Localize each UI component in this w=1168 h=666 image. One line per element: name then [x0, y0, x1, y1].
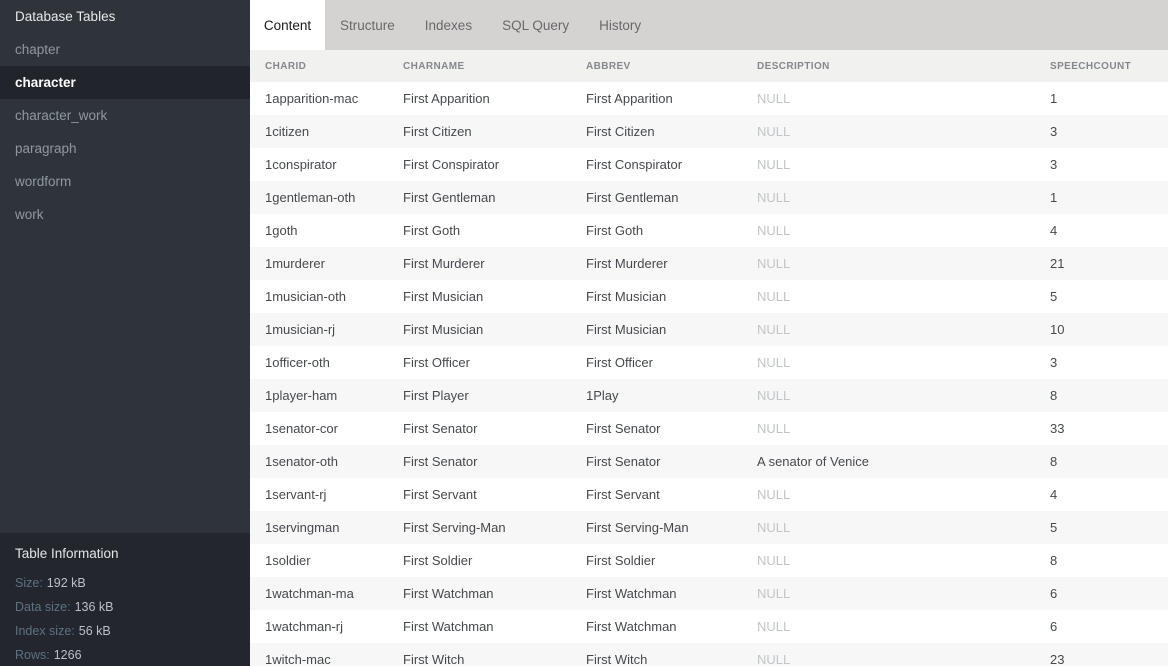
column-header-charid[interactable]: CHARID	[250, 50, 388, 82]
cell-charname[interactable]: First Serving-Man	[403, 520, 506, 535]
tab-structure[interactable]: Structure	[340, 17, 395, 33]
table-info-stat-data-size-	[15, 595, 235, 619]
cell-charid[interactable]: 1senator-oth	[265, 454, 338, 469]
sidebar-item-work[interactable]: work	[15, 207, 44, 222]
cell-abbrev[interactable]: First Citizen	[586, 124, 655, 139]
cell-description[interactable]: A senator of Venice	[757, 454, 870, 469]
cell-abbrev[interactable]: 1Play	[586, 388, 619, 403]
table-row[interactable]	[250, 82, 1168, 115]
cell-charname[interactable]: First Goth	[403, 223, 461, 238]
cell-charid[interactable]: 1soldier	[265, 553, 311, 568]
cell-description[interactable]: NULL	[757, 652, 791, 666]
cell-abbrev[interactable]: First Serving-Man	[586, 520, 689, 535]
cell-abbrev[interactable]: First Apparition	[586, 91, 673, 106]
table-row[interactable]	[250, 643, 1168, 666]
sidebar-title: Database Tables	[15, 9, 116, 24]
cell-charid[interactable]: 1conspirator	[265, 157, 337, 172]
table-info-stat-label: Rows:	[15, 648, 50, 662]
cell-speechcount[interactable]: 3	[1050, 157, 1058, 172]
table-row[interactable]	[250, 577, 1168, 610]
cell-speechcount[interactable]: 4	[1050, 487, 1058, 502]
cell-speechcount[interactable]: 6	[1050, 586, 1058, 601]
column-header-description[interactable]: DESCRIPTION	[742, 50, 1035, 82]
sidebar	[0, 0, 250, 666]
table-row[interactable]	[250, 214, 1168, 247]
cell-charid[interactable]: 1servingman	[265, 520, 340, 535]
cell-abbrev[interactable]: First Witch	[586, 652, 648, 666]
table-info-stat-size-	[15, 571, 235, 595]
column-header-charname[interactable]: CHARNAME	[388, 50, 571, 82]
cell-description[interactable]: NULL	[757, 355, 791, 370]
cell-charname[interactable]: First Witch	[403, 652, 465, 666]
grid-header-row	[250, 50, 1168, 82]
cell-description[interactable]: NULL	[757, 553, 791, 568]
table-row[interactable]	[250, 379, 1168, 412]
cell-charname[interactable]: First Senator	[403, 454, 478, 469]
cell-speechcount[interactable]: 3	[1050, 124, 1058, 139]
cell-charname[interactable]: First Apparition	[403, 91, 490, 106]
table-row[interactable]	[250, 511, 1168, 544]
table-info-stat-value: 1266	[53, 648, 82, 662]
cell-charid[interactable]: 1musician-oth	[265, 289, 346, 304]
cell-speechcount[interactable]: 8	[1050, 388, 1058, 403]
sidebar-item-character[interactable]: character	[0, 66, 250, 99]
cell-charname[interactable]: First Servant	[403, 487, 477, 502]
cell-charname[interactable]: First Citizen	[403, 124, 472, 139]
cell-charname[interactable]: First Musician	[403, 322, 484, 337]
cell-speechcount[interactable]: 33	[1050, 421, 1065, 436]
cell-speechcount[interactable]: 3	[1050, 355, 1058, 370]
table-row[interactable]	[250, 313, 1168, 346]
cell-abbrev[interactable]: First Conspirator	[586, 157, 683, 172]
table-row[interactable]	[250, 148, 1168, 181]
table-row[interactable]	[250, 544, 1168, 577]
cell-abbrev[interactable]: First Watchman	[586, 619, 677, 634]
cell-charname[interactable]: First Player	[403, 388, 469, 403]
table-info-stat-label: Size:	[15, 576, 43, 590]
cell-description[interactable]: NULL	[757, 157, 791, 172]
cell-abbrev[interactable]: First Musician	[586, 322, 667, 337]
cell-abbrev[interactable]: First Watchman	[586, 586, 677, 601]
cell-description[interactable]: NULL	[757, 388, 791, 403]
tab-history[interactable]: History	[599, 17, 642, 33]
cell-charname[interactable]: First Gentleman	[403, 190, 496, 205]
table-info-stat-value: 192 kB	[46, 576, 86, 590]
cell-abbrev[interactable]: First Senator	[586, 454, 661, 469]
sidebar-item-paragraph[interactable]: paragraph	[15, 141, 77, 156]
cell-charid[interactable]: 1murderer	[265, 256, 325, 271]
cell-description[interactable]: NULL	[757, 421, 791, 436]
cell-description[interactable]: NULL	[757, 124, 791, 139]
table-info-stat-index-size-	[15, 619, 235, 643]
cell-description[interactable]: NULL	[757, 322, 791, 337]
cell-charid[interactable]: 1musician-rj	[265, 322, 336, 337]
cell-description[interactable]: NULL	[757, 586, 791, 601]
cell-abbrev[interactable]: First Musician	[586, 289, 667, 304]
table-information-stats	[15, 571, 235, 666]
cell-description[interactable]: NULL	[757, 520, 791, 535]
cell-speechcount[interactable]: 8	[1050, 553, 1058, 568]
cell-speechcount[interactable]: 10	[1050, 322, 1065, 337]
cell-description[interactable]: NULL	[757, 256, 791, 271]
cell-charid[interactable]: 1servant-rj	[265, 487, 327, 502]
cell-abbrev[interactable]: First Murderer	[586, 256, 668, 271]
cell-speechcount[interactable]: 21	[1050, 256, 1065, 271]
table-row[interactable]	[250, 412, 1168, 445]
sidebar-item-chapter[interactable]: chapter	[15, 42, 61, 57]
cell-speechcount[interactable]: 4	[1050, 223, 1058, 238]
cell-abbrev[interactable]: First Gentleman	[586, 190, 679, 205]
sidebar-item-wordform[interactable]: wordform	[15, 174, 72, 189]
cell-charid[interactable]: 1watchman-ma	[265, 586, 354, 601]
table-info-stat-label: Data size:	[15, 600, 71, 614]
cell-charid[interactable]: 1witch-mac	[265, 652, 331, 666]
table-row[interactable]	[250, 280, 1168, 313]
cell-charname[interactable]: First Officer	[403, 355, 470, 370]
sidebar-item-character-work[interactable]: character_work	[15, 108, 108, 123]
cell-charname[interactable]: First Conspirator	[403, 157, 500, 172]
table-info-stat-value: 136 kB	[74, 600, 114, 614]
table-info-stat-label: Index size:	[15, 624, 75, 638]
cell-speechcount[interactable]: 1	[1050, 91, 1058, 106]
cell-speechcount[interactable]: 5	[1050, 520, 1058, 535]
cell-charid[interactable]: 1apparition-mac	[265, 91, 359, 106]
cell-speechcount[interactable]: 5	[1050, 289, 1058, 304]
table-info-stat-rows-	[15, 643, 235, 666]
cell-charname[interactable]: First Musician	[403, 289, 484, 304]
cell-speechcount[interactable]: 1	[1050, 190, 1058, 205]
cell-abbrev[interactable]: First Servant	[586, 487, 660, 502]
table-row[interactable]	[250, 478, 1168, 511]
cell-speechcount[interactable]: 6	[1050, 619, 1058, 634]
cell-abbrev[interactable]: First Officer	[586, 355, 653, 370]
tab-sql-query[interactable]: SQL Query	[502, 17, 570, 33]
column-header-abbrev[interactable]: ABBREV	[571, 50, 742, 82]
cell-charid[interactable]: 1gentleman-oth	[265, 190, 356, 205]
cell-charid[interactable]: 1player-ham	[265, 388, 338, 403]
table-information-panel	[0, 533, 250, 666]
grid-body	[250, 82, 1168, 666]
cell-description[interactable]: NULL	[757, 190, 791, 205]
cell-charname[interactable]: First Watchman	[403, 586, 494, 601]
data-grid	[250, 50, 1168, 666]
cell-charname[interactable]: First Senator	[403, 421, 478, 436]
table-list	[0, 33, 250, 231]
cell-charid[interactable]: 1senator-cor	[265, 421, 338, 436]
table-row[interactable]	[250, 346, 1168, 379]
cell-speechcount[interactable]: 23	[1050, 652, 1065, 666]
cell-abbrev[interactable]: First Goth	[586, 223, 644, 238]
table-information-title: Table Information	[15, 546, 119, 561]
table-row[interactable]	[250, 115, 1168, 148]
table-row[interactable]	[250, 445, 1168, 478]
tab-bar	[250, 0, 1168, 50]
cell-charid[interactable]: 1watchman-rj	[265, 619, 344, 634]
tab-indexes[interactable]: Indexes	[424, 17, 473, 33]
cell-abbrev[interactable]: First Soldier	[586, 553, 656, 568]
cell-abbrev[interactable]: First Senator	[586, 421, 661, 436]
cell-description[interactable]: NULL	[757, 91, 791, 106]
cell-charid[interactable]: 1officer-oth	[265, 355, 330, 370]
table-row[interactable]	[250, 181, 1168, 214]
cell-description[interactable]: NULL	[757, 289, 791, 304]
table-row[interactable]	[250, 247, 1168, 280]
cell-charname[interactable]: First Murderer	[403, 256, 485, 271]
cell-description[interactable]: NULL	[757, 223, 791, 238]
cell-charname[interactable]: First Watchman	[403, 619, 494, 634]
tab-content[interactable]: Content	[250, 0, 325, 50]
cell-description[interactable]: NULL	[757, 487, 791, 502]
column-header-speechcount[interactable]: SPEECHCOUNT	[1035, 50, 1168, 82]
cell-speechcount[interactable]: 8	[1050, 454, 1058, 469]
table-row[interactable]	[250, 610, 1168, 643]
cell-charname[interactable]: First Soldier	[403, 553, 473, 568]
main-panel	[250, 0, 1168, 666]
cell-charid[interactable]: 1citizen	[265, 124, 310, 139]
table-info-stat-value: 56 kB	[78, 624, 111, 638]
cell-charid[interactable]: 1goth	[265, 223, 298, 238]
cell-description[interactable]: NULL	[757, 619, 791, 634]
